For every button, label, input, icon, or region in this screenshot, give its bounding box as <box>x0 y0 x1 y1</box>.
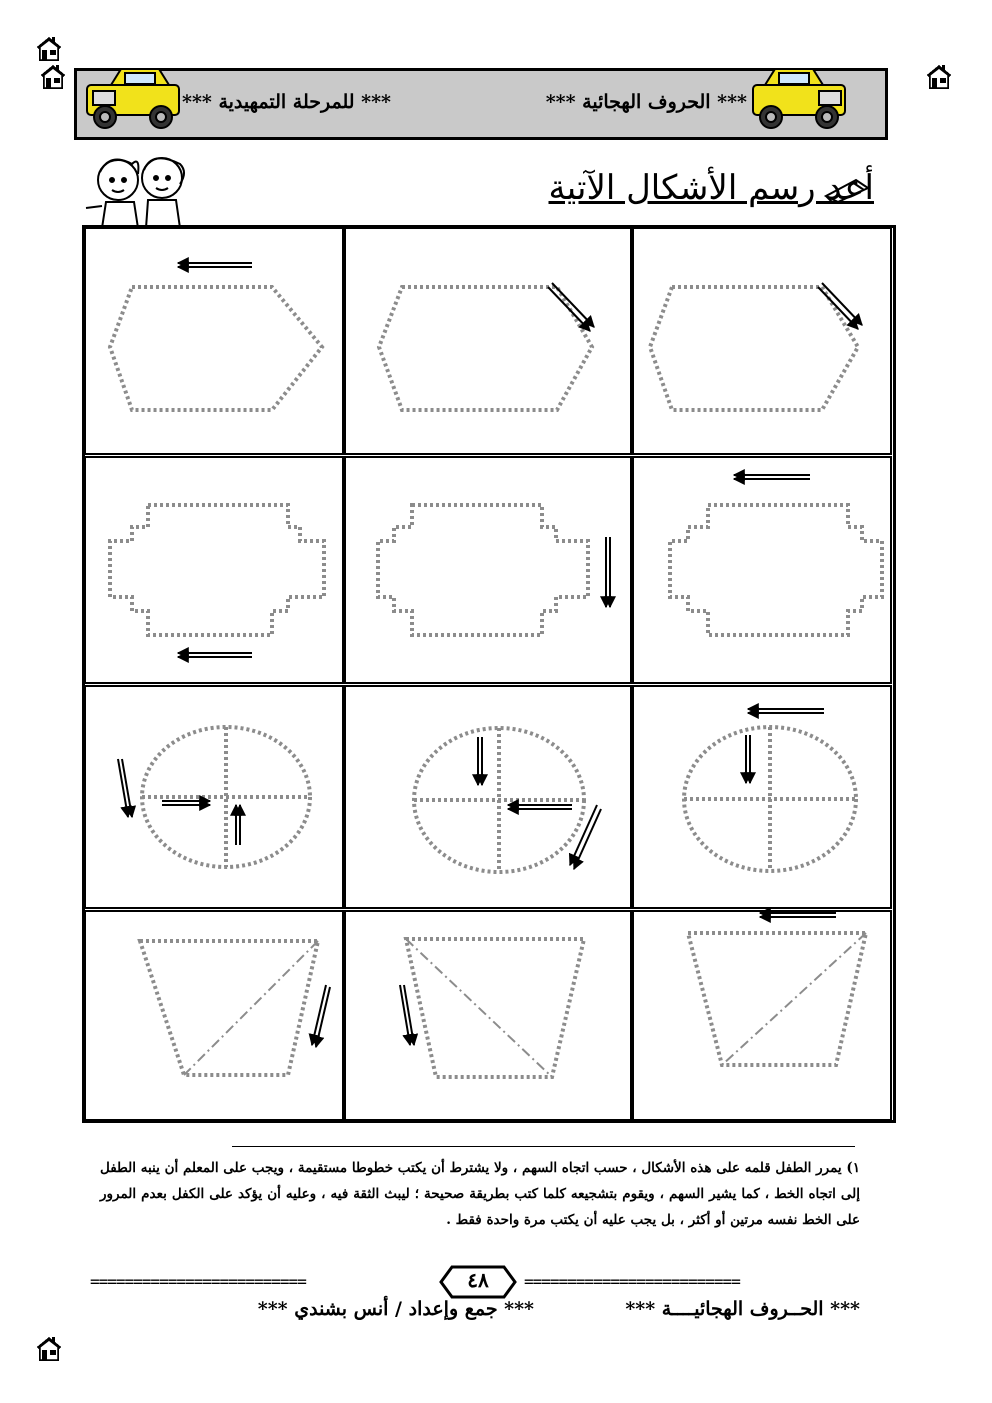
instructions-text: ١) يمرر الطفل قلمه على هذه الأشكال ، حسب اتجاه السهم ، ولا يشترط أن يكتب خطوطا مستقيمة ، ويجب على المعلم أن ينبه الطفل إلى اتجاه الخط ، كما يشير السهم ، ويقوم بتشجيعه كلما كتب بطريقة صحيحة ؛ ليبث الثقة فيه ، وعليه أن يؤكد على الكفل بعدم المرور على الخط نفسه مرتين أو أكثر ، بل يجب عليه أن يكتب مرة واحدة فقط . <box>100 1160 860 1228</box>
banner-title-left: *** للمرحلة التمهيدية *** <box>182 91 391 113</box>
border-left <box>40 64 68 1332</box>
hexagon-shape-2 <box>379 287 592 410</box>
border-right <box>926 64 954 1332</box>
house-icon <box>36 36 62 62</box>
house-icon <box>926 64 952 90</box>
page-number: ٤٨ <box>467 1268 489 1292</box>
footer-author-left: *** جمع وإعداد / أنس بشندي *** <box>257 1298 534 1320</box>
house-icon <box>36 1336 62 1362</box>
arrow-icon <box>118 263 862 1047</box>
separator-right: ========================= <box>524 1272 740 1291</box>
hexagon-shape-1 <box>110 287 322 410</box>
cross-shape-3 <box>670 505 882 635</box>
page-title: أعد رسم الأشكال الآتية <box>548 168 874 208</box>
truck-icon <box>81 63 191 135</box>
hexagon-shape-3 <box>650 287 858 410</box>
banner-title-right: *** الحروف الهجائية *** <box>545 91 747 113</box>
house-icon <box>40 64 66 90</box>
border-bottom <box>36 1336 956 1364</box>
separator-left: ========================= <box>90 1272 306 1291</box>
children-illustration <box>80 150 200 230</box>
footer-title-right: *** الحــروف الهجائيــــة *** <box>625 1298 860 1320</box>
instructions-divider <box>232 1146 855 1147</box>
tracing-shapes <box>82 225 896 1123</box>
tracing-grid <box>82 225 896 1123</box>
quad-shape-3 <box>688 933 866 1065</box>
header-banner <box>74 68 888 140</box>
truck-icon <box>747 63 857 135</box>
cross-shape-2 <box>378 505 588 635</box>
border-top <box>36 36 956 64</box>
quad-shape-1 <box>140 941 318 1075</box>
quad-shape-2 <box>406 939 584 1077</box>
cross-shape-1 <box>110 505 324 635</box>
